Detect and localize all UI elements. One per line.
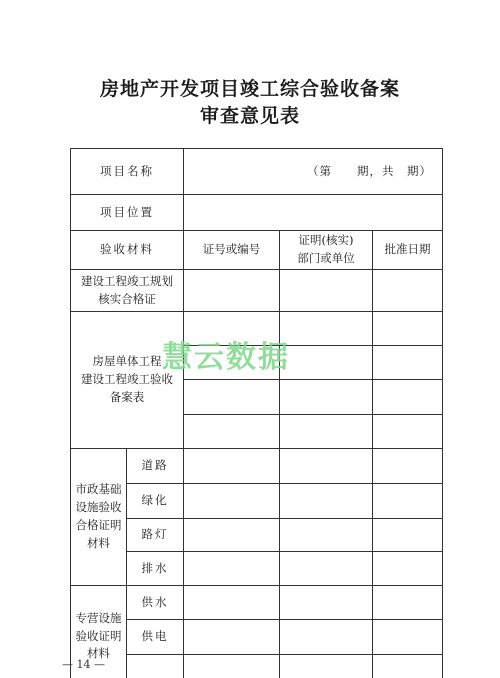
- table-cell[interactable]: [280, 484, 373, 519]
- table-cell[interactable]: [280, 346, 373, 380]
- header-issuer: 证明(核实) 部门或单位: [280, 231, 373, 270]
- utility-item-power: 供电: [127, 620, 184, 655]
- table-cell[interactable]: [184, 380, 280, 415]
- table-cell[interactable]: [184, 449, 280, 484]
- municipal-group-label: 市政基础 设施验收 合格证明 材料: [71, 449, 127, 586]
- table-cell[interactable]: [280, 586, 373, 620]
- utility-row: [71, 586, 443, 620]
- municipal-item-drainage: 排水: [127, 552, 184, 586]
- document-title: 房地产开发项目竣工综合验收备案: [99, 78, 400, 100]
- table-cell[interactable]: [280, 519, 373, 552]
- page-number: — 14 —: [62, 658, 105, 671]
- project-location-label: 项目位置: [71, 195, 184, 231]
- table-cell[interactable]: [373, 415, 443, 449]
- table-cell[interactable]: [373, 655, 443, 678]
- table-cell[interactable]: [184, 484, 280, 519]
- table-cell[interactable]: [373, 449, 443, 484]
- watermark-logo: 慧云数据: [162, 340, 290, 375]
- utility-row: [71, 620, 443, 655]
- table-cell[interactable]: [373, 519, 443, 552]
- table-cell[interactable]: [184, 519, 280, 552]
- table-cell[interactable]: [184, 655, 280, 678]
- table-cell[interactable]: [280, 620, 373, 655]
- table-cell[interactable]: [280, 380, 373, 415]
- municipal-row: [71, 552, 443, 586]
- table-cell[interactable]: [127, 655, 184, 678]
- utility-item-water: 供水: [127, 586, 184, 620]
- table-cell[interactable]: [184, 270, 280, 312]
- header-materials: 验收材料: [71, 231, 184, 270]
- utility-group-label: 专营设施 验收证明 材料: [71, 586, 127, 678]
- table-cell[interactable]: [373, 312, 443, 346]
- table-cell[interactable]: [373, 586, 443, 620]
- utility-row: [71, 655, 443, 678]
- municipal-row: [71, 484, 443, 519]
- table-cell[interactable]: [373, 484, 443, 519]
- table-cell[interactable]: [280, 655, 373, 678]
- table-cell[interactable]: [280, 312, 373, 346]
- table-cell[interactable]: [280, 270, 373, 312]
- municipal-item-road: 道路: [127, 449, 184, 484]
- table-cell[interactable]: [184, 586, 280, 620]
- municipal-item-streetlight: 路灯: [127, 519, 184, 552]
- header-approval-date: 批准日期: [373, 231, 443, 270]
- municipal-item-greening: 绿化: [127, 484, 184, 519]
- header-row: [71, 231, 443, 270]
- project-name-period[interactable]: （第 期，共 期）: [184, 149, 443, 195]
- table-cell[interactable]: [373, 270, 443, 312]
- table-cell[interactable]: [184, 620, 280, 655]
- document-subtitle: 审查意见表: [199, 105, 300, 127]
- project-location-field[interactable]: [184, 195, 443, 231]
- planning-cert-label: 建设工程竣工规划 核实合格证: [71, 270, 184, 312]
- table-cell[interactable]: [280, 449, 373, 484]
- table-cell[interactable]: [373, 552, 443, 586]
- table-cell[interactable]: [184, 415, 280, 449]
- review-opinion-table: [70, 148, 443, 678]
- table-cell[interactable]: [280, 415, 373, 449]
- table-cell[interactable]: [184, 552, 280, 586]
- municipal-row: [71, 449, 443, 484]
- municipal-row: [71, 519, 443, 552]
- building-record-label: 房屋单体工程 建设工程竣工验收 备案表: [71, 312, 184, 449]
- table-cell[interactable]: [373, 620, 443, 655]
- project-name-label: 项目名称: [71, 149, 184, 195]
- header-cert-number: 证号或编号: [184, 231, 280, 270]
- planning-cert-row: [71, 270, 443, 312]
- project-location-row: [71, 195, 443, 231]
- project-name-row: [71, 149, 443, 195]
- table-cell[interactable]: [373, 346, 443, 380]
- table-cell[interactable]: [280, 552, 373, 586]
- table-cell[interactable]: [373, 380, 443, 415]
